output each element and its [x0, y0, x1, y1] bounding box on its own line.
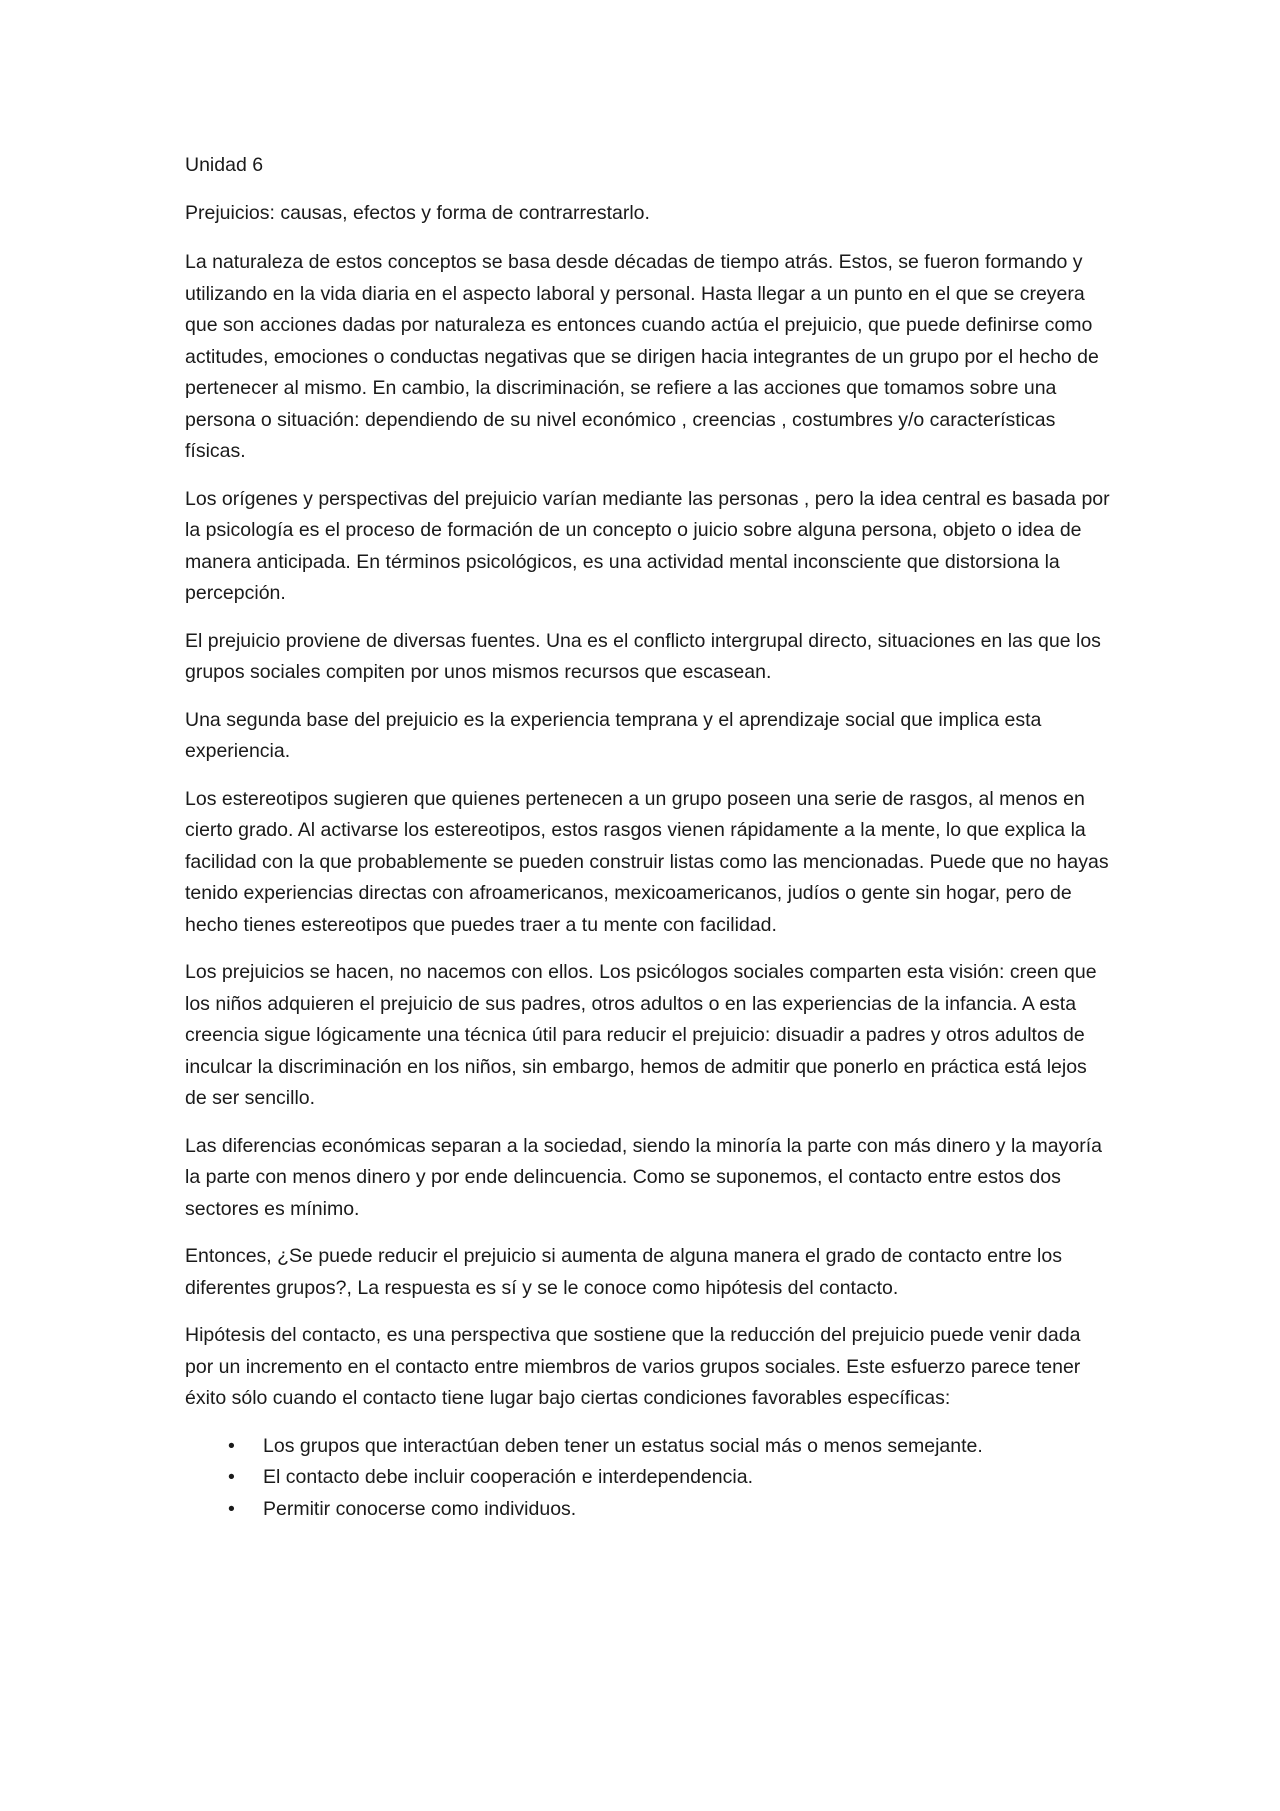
unit-title: Unidad 6 — [185, 154, 264, 176]
list-item-text: El contacto debe incluir cooperación e interdependencia. — [263, 1466, 753, 1488]
paragraph-contact-hypothesis: Hipótesis del contacto, es una perspectiva que sostiene que la reducción del prejuicio puede venir dada por un incremento en el contacto entre miembros de varios grupos sociales. Este esfuerzo parece tener éxito sólo cuando el contacto tiene lugar bajo ciertas condiciones favorables específicas: — [185, 1324, 1081, 1409]
paragraph-early-experience: Una segunda base del prejuicio es la experiencia temprana y el aprendizaje social que implica esta experiencia. — [185, 708, 1042, 762]
document-body — [185, 150, 1110, 1525]
list-item — [185, 1494, 1110, 1526]
paragraph-stereotypes: Los estereotipos sugieren que quienes pertenecen a un grupo poseen una serie de rasgos, al menos en cierto grado. Al activarse los estereotipos, estos rasgos vienen rápidamente a la mente, lo que explica la facilidad con la que probablemente se pueden construir listas como las mencionadas. Puede que no hayas tenido experiencias directas con afroamericanos, mexicoamericanos, judíos o gente sin hogar, pero de hecho tienes estereotipos que puedes traer a tu mente con facilidad. — [185, 787, 1109, 936]
document-subtitle: Prejuicios: causas, efectos y forma de contrarrestarlo. — [185, 201, 650, 224]
conditions-list — [185, 1431, 1110, 1526]
list-item-text: Los grupos que interactúan deben tener un estatus social más o menos semejante. — [263, 1434, 983, 1457]
list-item-text: Permitir conocerse como individuos. — [263, 1497, 577, 1520]
bullet-icon: • — [228, 1434, 235, 1457]
paragraph-learned-prejudice: Los prejuicios se hacen, no nacemos con ellos. Los psicólogos sociales comparten esta visión: creen que los niños adquieren el prejuicio de sus padres, otros adultos o en las experiencias de la infancia. A esta creencia sigue lógicamente una técnica útil para reducir el prejuicio: disuadir a padres y otros adultos de inculcar la discriminación en los niños, sin embargo, hemos de admitir que ponerlo en práctica está lejos de ser sencillo. — [185, 961, 1097, 1109]
paragraph-contact-question: Entonces, ¿Se puede reducir el prejuicio si aumenta de alguna manera el grado de contacto entre los diferentes grupos?, La respuesta es sí y se le conoce como hipótesis del contacto. — [185, 1245, 1062, 1299]
bullet-icon: • — [228, 1497, 235, 1520]
paragraph-definitions: La naturaleza de estos conceptos se basa desde décadas de tiempo atrás. Estos, se fueron formando y utilizando en la vida diaria en el aspecto laboral y personal. Hasta llegar a un punto en el que se creyera que son acciones dadas por naturaleza es entonces cuando actúa el prejuicio, que puede definirse como actitudes, emociones o conductas negativas que se dirigen hacia integrantes de un grupo por el hecho de pertenecer al mismo. En cambio, la discriminación, se refiere a las acciones que tomamos sobre una persona o situación: dependiendo de su nivel económico , creencias , costumbres y/o características físicas. — [185, 251, 1099, 462]
paragraph-origins: Los orígenes y perspectivas del prejuicio varían mediante las personas , pero la idea central es basada por la psicología es el proceso de formación de un concepto o juicio sobre alguna persona, objeto o idea de manera anticipada. En términos psicológicos, es una actividad mental inconsciente que distorsiona la percepción. — [185, 487, 1110, 604]
list-item — [185, 1462, 1110, 1494]
bullet-icon: • — [228, 1466, 235, 1488]
list-item — [185, 1431, 1110, 1463]
paragraph-sources: El prejuicio proviene de diversas fuentes. Una es el conflicto intergrupal directo, situaciones en las que los grupos sociales compiten por unos mismos recursos que escasean. — [185, 629, 1101, 683]
paragraph-economic-differences: Las diferencias económicas separan a la sociedad, siendo la minoría la parte con más dinero y la mayoría la parte con menos dinero y por ende delincuencia. Como se suponemos, el contacto entre estos dos sectores es mínimo. — [185, 1134, 1102, 1220]
